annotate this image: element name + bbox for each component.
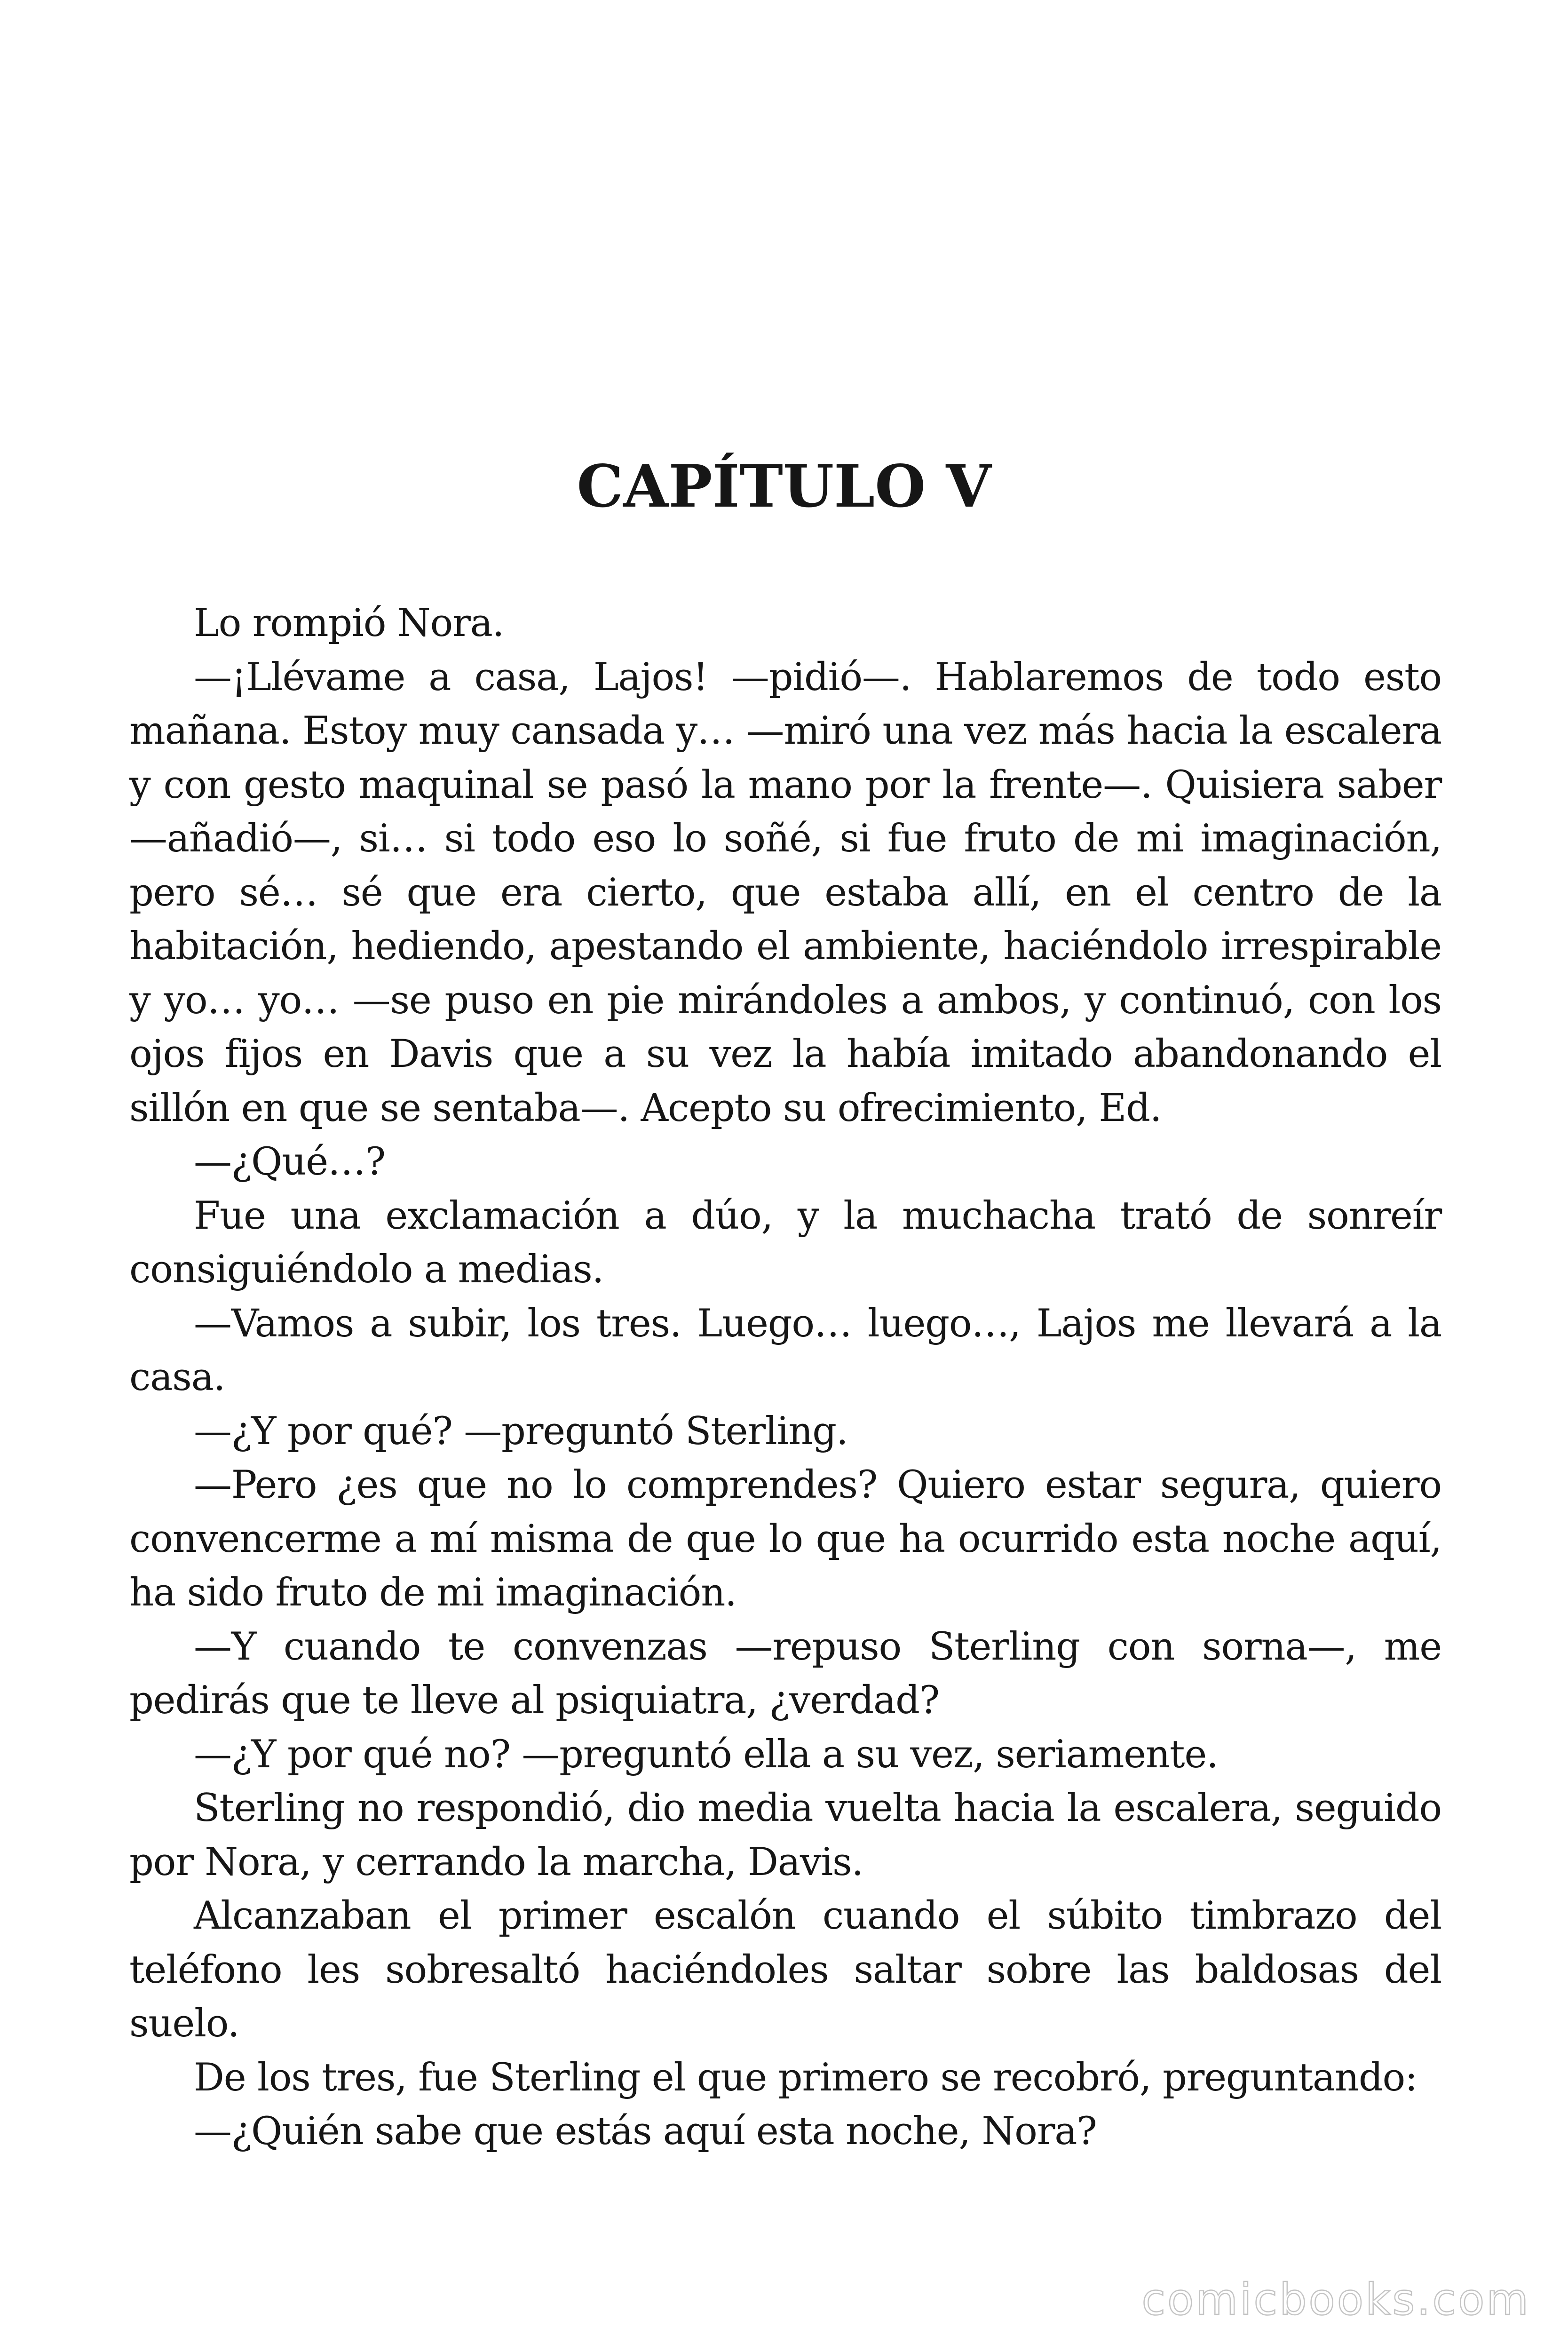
paragraph: Sterling no respondió, dio media vuelta hacia la escalera, seguido por Nora, y cerrando la marcha, Davis. bbox=[129, 1786, 1441, 1884]
paragraph: —¿Y por qué no? —preguntó ella a su vez, seriamente. bbox=[194, 1732, 1218, 1777]
watermark: comicbooks.com bbox=[1141, 2274, 1530, 2325]
paragraph: Lo rompió Nora. bbox=[194, 601, 504, 645]
paragraph: —Vamos a subir, los tres. Luego… luego…, Lajos me llevará a la casa. bbox=[129, 1301, 1441, 1399]
chapter-title: CAPÍTULO V bbox=[577, 453, 991, 521]
paragraph: Fue una exclamación a dúo, y la muchacha trató de sonreír consiguiéndolo a medias. bbox=[129, 1193, 1441, 1292]
paragraph: —Pero ¿es que no lo comprendes? Quiero estar segura, quiero convencerme a mí misma de que lo que ha ocurrido esta noche aquí, ha sido fruto de mi imaginación. bbox=[129, 1463, 1441, 1615]
paragraph: —¿Qué…? bbox=[194, 1140, 385, 1184]
paragraph: —¿Y por qué? —preguntó Sterling. bbox=[194, 1409, 848, 1454]
paragraph: —¿Quién sabe que estás aquí esta noche, Nora? bbox=[194, 2109, 1097, 2153]
paragraph: De los tres, fue Sterling el que primero se recobró, preguntando: bbox=[194, 2055, 1418, 2100]
chapter-body bbox=[129, 596, 1441, 2159]
paragraph: Alcanzaban el primer escalón cuando el súbito timbrazo del teléfono les sobresaltó haciéndoles saltar sobre las baldosas del suelo. bbox=[129, 1894, 1441, 2046]
paragraph: —¡Llévame a casa, Lajos! —pidió—. Hablaremos de todo esto mañana. Estoy muy cansada y… —miró una vez más hacia la escalera y con gesto maquinal se pasó la mano por la frente—. Quisiera saber —añadió—, si… si todo eso lo soñé, si fue fruto de mi imaginación, pero sé… sé que era cierto, que estaba allí, en el centro de la habitación, hediendo, apestando el ambiente, haciéndolo irrespirable y yo… yo… —se puso en pie mirándoles a ambos, y continuó, con los ojos fijos en Davis que a su vez la había imitado abandonando el sillón en que se sentaba—. Acepto su ofrecimiento, Ed. bbox=[129, 655, 1441, 1130]
paragraph: —Y cuando te convenzas —repuso Sterling con sorna—, me pedirás que te lleve al psiquiatra, ¿verdad? bbox=[129, 1624, 1441, 1723]
